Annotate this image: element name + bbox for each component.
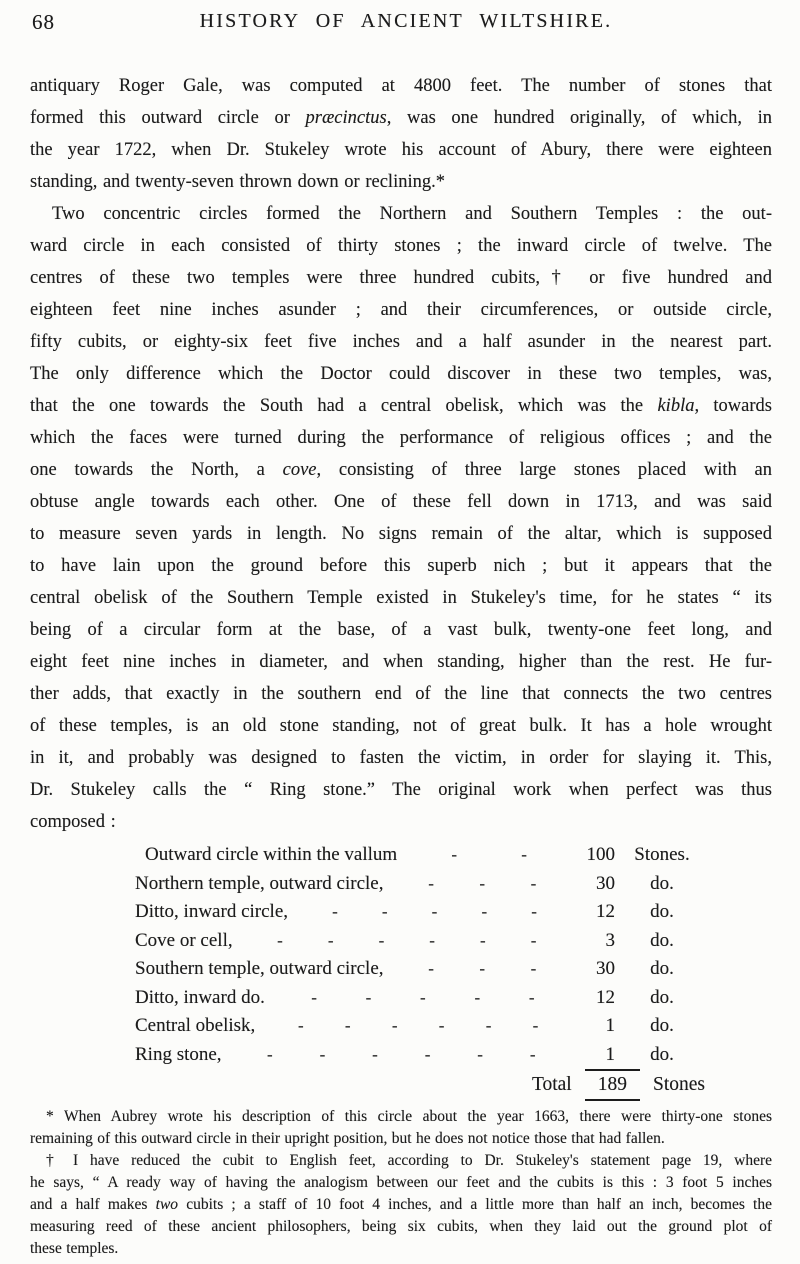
text-line: antiquary Roger Gale, was computed at 4800 feet. The number of stones that bbox=[30, 76, 772, 96]
page-header bbox=[30, 10, 772, 36]
row-unit: do. bbox=[650, 958, 674, 979]
leader-dashes: - - - - - - bbox=[277, 930, 537, 950]
page-number: 68 bbox=[32, 10, 55, 34]
row-label: Cove or cell, bbox=[135, 929, 233, 951]
text-line: he says, “ A ready way of having the analogism between our feet and the cubits is this : 3 foot 5 inches bbox=[30, 1174, 772, 1191]
table-total-row bbox=[135, 1069, 705, 1099]
text-line: measuring reed of these ancient philosophers, being six cubits, when they laid out the ground plot of bbox=[30, 1218, 772, 1235]
row-label: Central obelisk, bbox=[135, 1015, 256, 1036]
text-line: that the one towards the South had a central obelisk, which was the kibla, towards bbox=[30, 396, 772, 416]
row-count: 12 bbox=[596, 986, 615, 1008]
total-unit: Stones bbox=[652, 1074, 705, 1095]
text-line: being of a circular form at the base, of a vast bulk, twenty-one feet long, and bbox=[30, 620, 772, 640]
text-line: Dr. Stukeley calls the “ Ring stone.” The original work when perfect was thus bbox=[30, 780, 772, 800]
leader-dashes: - - - - - bbox=[311, 987, 535, 1007]
row-label: Ditto, inward circle, bbox=[135, 901, 289, 922]
row-label: Outward circle within the vallum bbox=[145, 844, 398, 865]
text-line: these temples. bbox=[30, 1240, 119, 1257]
leader-dashes: - - - - - bbox=[332, 902, 537, 921]
row-label: Northern temple, outward circle, bbox=[135, 872, 384, 894]
leader-dashes: - - - bbox=[428, 959, 537, 978]
table-row bbox=[135, 1041, 705, 1070]
footnote-asterisk bbox=[30, 1106, 772, 1150]
text-line: remaining of this outward circle in their upright position, but he does not notice those that had fallen. bbox=[30, 1130, 665, 1147]
text-line: The only difference which the Doctor could discover in these two temples, was, bbox=[30, 364, 772, 384]
table-row bbox=[135, 841, 705, 870]
footnotes bbox=[30, 1106, 772, 1260]
row-unit: Stones. bbox=[634, 844, 690, 865]
text-line: one towards the North, a cove, consisting of three large stones placed with an bbox=[30, 460, 772, 480]
row-count: 1 bbox=[605, 1043, 615, 1065]
page-title: HISTORY OF ANCIENT WILTSHIRE. bbox=[199, 10, 613, 32]
row-unit: do. bbox=[650, 1015, 674, 1036]
table-row bbox=[135, 870, 705, 899]
total-label: Total bbox=[531, 1074, 572, 1095]
row-label: Ditto, inward do. bbox=[135, 986, 265, 1008]
text-line: standing, and twenty-seven thrown down or reclining.* bbox=[30, 172, 445, 192]
row-count: 100 bbox=[586, 844, 615, 865]
table-row bbox=[135, 927, 705, 956]
leader-dashes: - - bbox=[451, 845, 527, 864]
row-unit: do. bbox=[650, 872, 674, 894]
table-row bbox=[135, 955, 705, 984]
stone-count-table bbox=[135, 841, 705, 1069]
leader-dashes: - - - bbox=[428, 873, 537, 893]
leader-dashes: - - - - - - bbox=[297, 1016, 539, 1035]
table-row bbox=[135, 898, 705, 927]
text-line: to have lain upon the ground before this superb nich ; but it appears that the bbox=[30, 556, 772, 576]
text-line: † I have reduced the cubit to English feet, according to Dr. Stukeley's statement page 19, where bbox=[46, 1152, 772, 1169]
text-line: fifty cubits, or eighty-six feet five inches and a half asunder in the nearest part. bbox=[30, 332, 772, 352]
total-value: 189 bbox=[585, 1069, 640, 1101]
text-line: centres of these two temples were three hundred cubits,† or five hundred and bbox=[30, 268, 772, 288]
leader-dashes: - - - - - - bbox=[267, 1044, 536, 1064]
row-count: 12 bbox=[596, 901, 615, 922]
text-line: in it, and probably was designed to fasten the victim, in order for slaying it. This, bbox=[30, 748, 772, 768]
paragraph-1 bbox=[30, 70, 772, 198]
table-row bbox=[135, 984, 705, 1013]
row-count: 30 bbox=[596, 872, 615, 894]
paragraph-2 bbox=[30, 198, 772, 838]
text-line: central obelisk of the Southern Temple existed in Stukeley's time, for he states “ its bbox=[30, 588, 772, 608]
row-count: 1 bbox=[605, 1015, 615, 1036]
text-line: * When Aubrey wrote his description of this circle about the year 1663, there were thirty-one stones bbox=[46, 1108, 772, 1125]
text-line: eight feet nine inches in diameter, and when standing, higher than the rest. He fur- bbox=[30, 652, 772, 672]
row-count: 30 bbox=[596, 958, 615, 979]
row-unit: do. bbox=[650, 929, 674, 951]
body-text bbox=[30, 70, 772, 838]
row-label: Ring stone, bbox=[135, 1043, 222, 1065]
text-line: ther adds, that exactly in the southern end of the line that connects the two centres bbox=[30, 684, 772, 704]
text-line: Two concentric circles formed the Northern and Southern Temples : the out- bbox=[52, 204, 772, 224]
text-line: to measure seven yards in length. No signs remain of the altar, which is supposed bbox=[30, 524, 772, 544]
row-unit: do. bbox=[650, 1043, 674, 1065]
table-row bbox=[135, 1012, 705, 1041]
row-unit: do. bbox=[650, 986, 674, 1008]
text-line: obtuse angle towards each other. One of these fell down in 1713, and was said bbox=[30, 492, 772, 512]
text-line: which the faces were turned during the performance of religious offices ; and the bbox=[30, 428, 772, 448]
text-line: formed this outward circle or præcinctus, was one hundred originally, of which, in bbox=[30, 108, 772, 128]
footnote-dagger bbox=[30, 1150, 772, 1260]
text-line: ward circle in each consisted of thirty stones ; the inward circle of twelve. The bbox=[30, 236, 772, 256]
text-line: and a half makes two cubits ; a staff of 10 foot 4 inches, and a little more than half an inch, becomes the bbox=[30, 1196, 772, 1213]
text-line: eighteen feet nine inches asunder ; and their circumferences, or outside circle, bbox=[30, 300, 772, 320]
text-line: composed : bbox=[30, 812, 116, 832]
text-line: the year 1722, when Dr. Stukeley wrote his account of Abury, there were eighteen bbox=[30, 140, 772, 160]
row-unit: do. bbox=[650, 901, 674, 922]
row-count: 3 bbox=[605, 929, 615, 951]
text-line: of these temples, is an old stone standing, not of great bulk. It has a hole wrought bbox=[30, 716, 772, 736]
row-label: Southern temple, outward circle, bbox=[135, 958, 384, 979]
